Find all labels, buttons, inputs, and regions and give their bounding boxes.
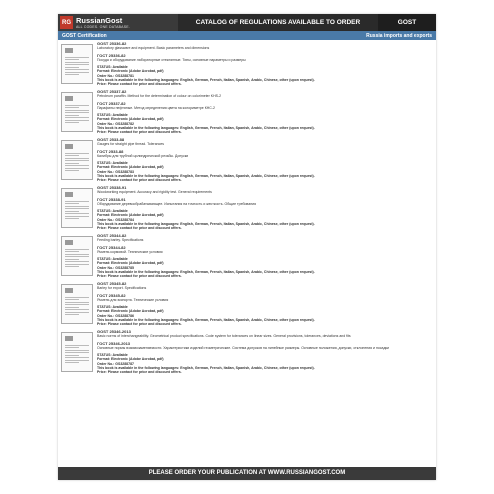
list-item[interactable] <box>61 90 433 138</box>
entry-languages: This book is available in the following languages: English, German, French, Italian, Spanish, Arabic, Chinese, other (upon request). <box>97 366 315 371</box>
list-item[interactable] <box>61 138 433 186</box>
entry-title-en: Basic norms of interchangeability. Geometrical product specifications. Code system for tolerances on linear sizes. General provisions, tolerances, deviations and fits <box>97 334 351 339</box>
entry-format: Format: Electronic (Adobe Acrobat, pdf) <box>97 309 164 314</box>
entry-status: STATUS: Available <box>97 65 128 70</box>
entry-info <box>97 90 433 138</box>
document-thumbnail-icon <box>61 284 93 324</box>
entry-title-en: Laboratory glassware and equipment. Basic parameters and dimensions <box>97 46 210 51</box>
entry-code-ru: ГОСТ 25338-91 <box>97 196 126 202</box>
subheader-right: Russia imports and exports <box>366 32 432 39</box>
logo[interactable] <box>58 14 178 31</box>
entry-code-ru: ГОСТ 25337-82 <box>97 100 126 106</box>
entry-info <box>97 282 433 330</box>
document-thumbnail-icon <box>61 188 93 228</box>
header-bar <box>58 14 436 31</box>
entry-languages: This book is available in the following languages: English, German, French, Italian, Spanish, Arabic, Chinese, other (upon request). <box>97 222 315 227</box>
entry-price: Price: Please contact for price and discount offers. <box>97 82 182 87</box>
entry-languages: This book is available in the following languages: English, German, French, Italian, Spanish, Arabic, Chinese, other (upon request). <box>97 126 315 131</box>
entry-order-no: Order No.: GS3288782 <box>97 121 134 126</box>
catalog-page <box>58 14 436 480</box>
entry-languages: This book is available in the following languages: English, German, French, Italian, Spanish, Arabic, Chinese, other (upon request). <box>97 78 315 83</box>
entry-info <box>97 234 433 282</box>
list-item[interactable] <box>61 282 433 330</box>
entry-code: GOST 25346-2013 <box>97 330 131 334</box>
entry-code: GOST 25337-82 <box>97 90 127 94</box>
entry-code: GOST 2533-88 <box>97 138 125 142</box>
entry-code-ru: ГОСТ 2533-88 <box>97 148 124 154</box>
entry-order-no: Order No.: GS3288786 <box>97 313 134 318</box>
document-thumbnail-icon <box>61 44 93 84</box>
entry-price: Price: Please contact for price and discount offers. <box>97 226 182 231</box>
entry-title-ru: Оборудование деревообрабатывающее. Испытания на точность и жесткость. Общие требования <box>97 201 256 206</box>
entry-status: STATUS: Available <box>97 113 128 118</box>
entry-info <box>97 186 433 234</box>
entry-status: STATUS: Available <box>97 209 128 214</box>
entry-languages: This book is available in the following languages: English, German, French, Italian, Spanish, Arabic, Chinese, other (upon request). <box>97 270 315 275</box>
entry-title-ru: Парафины нефтяные. Метод определения цвета на колориметре КНС-2 <box>97 105 215 110</box>
gost-label: GOST <box>378 14 436 31</box>
entry-order-no: Order No.: GS3288785 <box>97 265 134 270</box>
entry-status: STATUS: Available <box>97 353 128 358</box>
entry-format: Format: Electronic (Adobe Acrobat, pdf) <box>97 357 164 362</box>
entry-info <box>97 138 433 186</box>
catalog-title: CATALOG OF REGULATIONS AVAILABLE TO ORDER <box>178 14 378 31</box>
entry-format: Format: Electronic (Adobe Acrobat, pdf) <box>97 165 164 170</box>
entry-price: Price: Please contact for price and discount offers. <box>97 322 182 327</box>
subheader-left: GOST Certification <box>62 32 107 39</box>
entry-title-en: Feeding barley. Specifications <box>97 238 144 243</box>
entry-price: Price: Please contact for price and discount offers. <box>97 178 182 183</box>
entry-code-ru: ГОСТ 25336-82 <box>97 52 126 58</box>
entry-title-en: Petroleum paraffin. Method for the determination of colour on colorimeter KHS-2 <box>97 94 222 99</box>
entry-order-no: Order No.: GS3288784 <box>97 217 134 222</box>
entry-format: Format: Electronic (Adobe Acrobat, pdf) <box>97 117 164 122</box>
document-thumbnail-icon <box>61 140 93 180</box>
list-item[interactable] <box>61 234 433 282</box>
subheader-bar <box>58 31 436 40</box>
entry-price: Price: Please contact for price and discount offers. <box>97 274 182 279</box>
entry-info <box>97 330 433 378</box>
entry-order-no: Order No.: GS3288781 <box>97 73 134 78</box>
document-thumbnail-icon <box>61 92 93 132</box>
entry-price: Price: Please contact for price and discount offers. <box>97 130 182 135</box>
entry-order-no: Order No.: GS3288783 <box>97 169 134 174</box>
entry-format: Format: Electronic (Adobe Acrobat, pdf) <box>97 261 164 266</box>
entry-status: STATUS: Available <box>97 257 128 262</box>
entry-status: STATUS: Available <box>97 161 128 166</box>
brand-name: RussianGost <box>76 16 123 25</box>
logo-icon: RG <box>60 16 73 29</box>
entry-title-ru: Основные нормы взаимозаменяемости. Характеристики изделий геометрические. Система допусков на линейные размеры. Основные положения, допуски, отклонения и посадки <box>97 345 390 350</box>
entry-title-ru: Посуда и оборудование лабораторные стеклянные. Типы, основные параметры и размеры <box>97 57 246 62</box>
list-item[interactable] <box>61 330 433 378</box>
entry-code: GOST 25338-91 <box>97 186 127 190</box>
entry-code-ru: ГОСТ 25345-82 <box>97 292 126 298</box>
entry-status: STATUS: Available <box>97 305 128 310</box>
entry-code: GOST 25345-82 <box>97 282 127 286</box>
document-thumbnail-icon <box>61 332 93 372</box>
entry-code-ru: ГОСТ 25346-2013 <box>97 340 131 346</box>
entry-languages: This book is available in the following languages: English, German, French, Italian, Spanish, Arabic, Chinese, other (upon request). <box>97 174 315 179</box>
list-item[interactable] <box>61 42 433 90</box>
entry-title-en: Barley for export. Specifications <box>97 286 147 291</box>
entry-format: Format: Electronic (Adobe Acrobat, pdf) <box>97 213 164 218</box>
entry-order-no: Order No.: GS3288787 <box>97 361 134 366</box>
entry-languages: This book is available in the following languages: English, German, French, Italian, Spanish, Arabic, Chinese, other (upon request). <box>97 318 315 323</box>
entry-title-en: Woodworking equipment. Accuracy and rigidity test. General requirements <box>97 190 212 195</box>
entry-code: GOST 25344-82 <box>97 234 127 238</box>
entry-title-ru: Ячмень для экспорта. Технические условия <box>97 297 169 302</box>
order-footer[interactable]: PLEASE ORDER YOUR PUBLICATION AT WWW.RUSSIANGOST.COM <box>58 467 436 480</box>
entry-info <box>97 42 433 90</box>
document-thumbnail-icon <box>61 236 93 276</box>
entry-price: Price: Please contact for price and discount offers. <box>97 370 182 375</box>
entry-title-ru: Калибры для трубной цилиндрической резьбы. Допуски <box>97 153 189 158</box>
entry-format: Format: Electronic (Adobe Acrobat, pdf) <box>97 69 164 74</box>
entry-code-ru: ГОСТ 25344-82 <box>97 244 126 250</box>
entry-code: GOST 25336-82 <box>97 42 127 46</box>
entry-title-ru: Ячмень кормовой. Технические условия <box>97 249 163 254</box>
regulation-list <box>58 40 436 378</box>
brand-tagline: ALL CODES. ONE DATABASE. <box>76 25 130 29</box>
entry-title-en: Gauges for straight pipe thread. Tolerances <box>97 142 165 147</box>
list-item[interactable] <box>61 186 433 234</box>
